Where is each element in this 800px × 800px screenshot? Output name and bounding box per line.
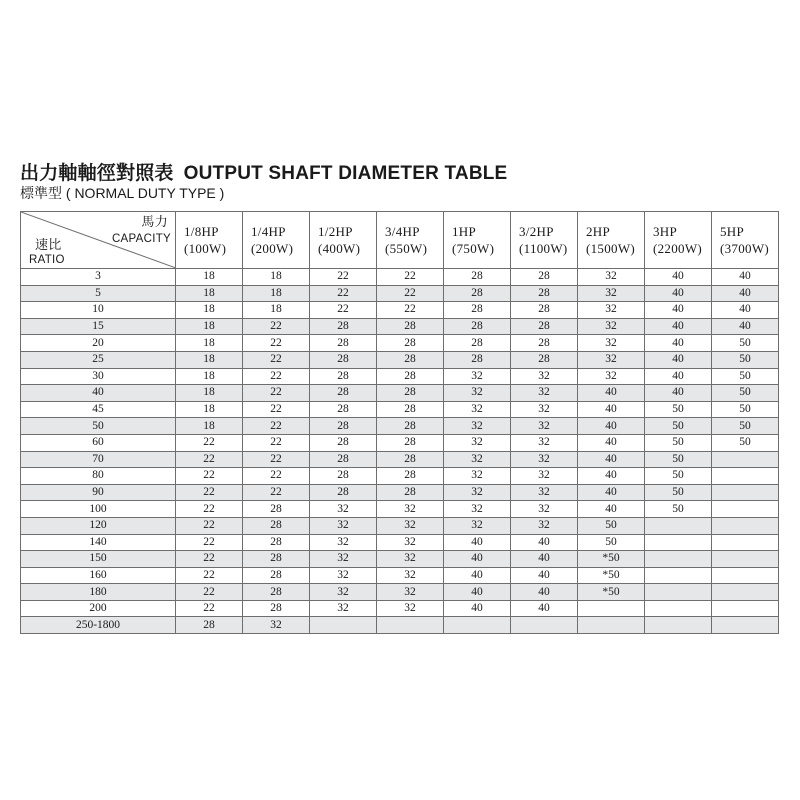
table-row <box>21 451 779 468</box>
diameter-cell: 50 <box>645 401 712 418</box>
column-hp-label: 1/8HP <box>184 224 219 239</box>
table-row <box>21 617 779 634</box>
diameter-cell: 28 <box>377 318 444 335</box>
diameter-cell: 28 <box>511 318 578 335</box>
table-row <box>21 269 779 286</box>
ratio-cell: 100 <box>21 501 176 518</box>
diameter-cell: 18 <box>176 385 243 402</box>
table-row <box>21 600 779 617</box>
diameter-cell: 32 <box>310 551 377 568</box>
diameter-cell: 28 <box>444 351 511 368</box>
page-subtitle: 標準型 ( NORMAL DUTY TYPE ) <box>20 185 225 201</box>
ratio-cell: 90 <box>21 484 176 501</box>
diameter-cell: 40 <box>511 534 578 551</box>
ratio-cell: 50 <box>21 418 176 435</box>
diameter-cell: 50 <box>578 517 645 534</box>
diameter-cell: 50 <box>712 434 779 451</box>
ratio-cell: 150 <box>21 551 176 568</box>
diameter-cell: 28 <box>310 351 377 368</box>
diameter-cell: 32 <box>578 368 645 385</box>
table-row <box>21 285 779 302</box>
diameter-cell: 22 <box>243 451 310 468</box>
column-hp-label: 5HP <box>720 224 745 239</box>
diameter-cell: 28 <box>377 401 444 418</box>
diameter-cell: 28 <box>377 351 444 368</box>
diameter-cell: 32 <box>511 401 578 418</box>
diameter-cell: 28 <box>377 335 444 352</box>
diameter-cell <box>645 600 712 617</box>
diameter-cell <box>377 617 444 634</box>
diameter-cell <box>712 451 779 468</box>
ratio-cell: 15 <box>21 318 176 335</box>
column-hp-label: 1HP <box>452 224 477 239</box>
diameter-cell: 50 <box>645 418 712 435</box>
diameter-cell: 40 <box>578 385 645 402</box>
column-header <box>712 212 779 269</box>
table-row <box>21 302 779 319</box>
column-hp-label: 3/4HP <box>385 224 420 239</box>
table-row <box>21 401 779 418</box>
ratio-cell: 80 <box>21 468 176 485</box>
diameter-cell <box>645 517 712 534</box>
diameter-cell: 40 <box>578 451 645 468</box>
diameter-cell: 22 <box>243 368 310 385</box>
diameter-cell: 18 <box>176 302 243 319</box>
diameter-cell <box>578 617 645 634</box>
diameter-cell: 32 <box>511 418 578 435</box>
diameter-cell <box>645 551 712 568</box>
column-header <box>578 212 645 269</box>
diameter-cell: 28 <box>243 534 310 551</box>
diameter-cell: 28 <box>511 285 578 302</box>
diameter-cell <box>645 567 712 584</box>
diameter-cell: 18 <box>176 318 243 335</box>
diameter-cell: 28 <box>310 484 377 501</box>
table-row <box>21 501 779 518</box>
ratio-cell: 3 <box>21 269 176 286</box>
diameter-cell: 28 <box>243 567 310 584</box>
diameter-cell: 32 <box>511 451 578 468</box>
diameter-cell: 32 <box>310 584 377 601</box>
ratio-cell: 60 <box>21 434 176 451</box>
table-row <box>21 468 779 485</box>
diameter-cell: 40 <box>712 285 779 302</box>
ratio-cell: 25 <box>21 351 176 368</box>
diameter-cell: 32 <box>444 368 511 385</box>
column-watt-label: (750W) <box>452 241 495 256</box>
diameter-cell: 28 <box>377 468 444 485</box>
diameter-cell: 28 <box>310 418 377 435</box>
diameter-cell: 18 <box>176 418 243 435</box>
diameter-cell: 22 <box>243 468 310 485</box>
diameter-cell: 22 <box>243 418 310 435</box>
diameter-cell: 28 <box>444 269 511 286</box>
ratio-cell: 160 <box>21 567 176 584</box>
diameter-cell: 28 <box>377 484 444 501</box>
diameter-cell <box>712 617 779 634</box>
header-row <box>21 212 779 269</box>
diameter-cell: 40 <box>511 567 578 584</box>
diameter-cell: 32 <box>511 468 578 485</box>
diameter-cell: 40 <box>712 302 779 319</box>
diameter-cell: 22 <box>176 534 243 551</box>
diameter-cell: 50 <box>712 385 779 402</box>
diameter-cell: 32 <box>511 484 578 501</box>
diameter-cell <box>310 617 377 634</box>
diameter-cell: 18 <box>243 285 310 302</box>
diameter-cell: 32 <box>377 567 444 584</box>
diameter-cell: 28 <box>243 501 310 518</box>
ratio-cell: 45 <box>21 401 176 418</box>
ratio-cell: 20 <box>21 335 176 352</box>
title-zh: 出力軸軸徑對照表 <box>20 163 174 184</box>
diameter-cell: 32 <box>243 617 310 634</box>
diameter-cell: 28 <box>444 285 511 302</box>
diameter-cell: 28 <box>310 451 377 468</box>
diameter-cell: 28 <box>377 451 444 468</box>
table-body <box>21 269 779 634</box>
diameter-cell <box>712 551 779 568</box>
diameter-cell: 32 <box>377 600 444 617</box>
diameter-cell: 40 <box>712 318 779 335</box>
diameter-cell: 32 <box>511 517 578 534</box>
diameter-cell: 50 <box>712 418 779 435</box>
diameter-cell: 28 <box>243 584 310 601</box>
diameter-cell: 18 <box>176 368 243 385</box>
ratio-cell: 120 <box>21 517 176 534</box>
diameter-cell: 22 <box>377 269 444 286</box>
title-en: OUTPUT SHAFT DIAMETER TABLE <box>183 163 508 184</box>
column-header <box>176 212 243 269</box>
diameter-cell: 22 <box>176 484 243 501</box>
diameter-cell: 28 <box>377 368 444 385</box>
diameter-cell: 28 <box>310 335 377 352</box>
diameter-cell: 28 <box>310 368 377 385</box>
page-title <box>20 158 507 185</box>
diameter-cell: 32 <box>310 534 377 551</box>
diameter-cell: 32 <box>511 501 578 518</box>
diameter-cell: 32 <box>578 302 645 319</box>
diameter-cell <box>712 534 779 551</box>
column-header <box>310 212 377 269</box>
ratio-cell: 40 <box>21 385 176 402</box>
diameter-cell <box>645 617 712 634</box>
diameter-cell: 22 <box>243 401 310 418</box>
column-watt-label: (1500W) <box>586 241 636 256</box>
diameter-cell: 32 <box>444 418 511 435</box>
diameter-cell: 28 <box>377 385 444 402</box>
diameter-cell: 50 <box>712 351 779 368</box>
column-header <box>511 212 578 269</box>
diameter-cell: 32 <box>310 517 377 534</box>
diameter-cell: 28 <box>511 302 578 319</box>
diameter-cell: 22 <box>243 385 310 402</box>
ratio-cell: 250-1800 <box>21 617 176 634</box>
column-watt-label: (550W) <box>385 241 428 256</box>
diameter-cell: 28 <box>444 302 511 319</box>
diameter-cell: 28 <box>511 335 578 352</box>
diameter-cell: 40 <box>712 269 779 286</box>
column-watt-label: (1100W) <box>519 241 568 256</box>
column-hp-label: 1/4HP <box>251 224 286 239</box>
diameter-cell: 28 <box>511 351 578 368</box>
column-hp-label: 3HP <box>653 224 678 239</box>
diameter-cell: 18 <box>176 285 243 302</box>
diameter-cell: 32 <box>377 501 444 518</box>
diameter-cell: 32 <box>444 401 511 418</box>
ratio-label-en: RATIO <box>29 254 65 266</box>
diameter-cell: 40 <box>645 269 712 286</box>
diameter-cell: 22 <box>310 285 377 302</box>
table-row <box>21 434 779 451</box>
column-hp-label: 2HP <box>586 224 611 239</box>
diameter-cell: 32 <box>511 434 578 451</box>
diameter-cell: 28 <box>377 418 444 435</box>
diameter-cell: 22 <box>176 551 243 568</box>
capacity-label-zh: 馬力 <box>141 215 168 230</box>
diameter-cell: 50 <box>712 401 779 418</box>
diameter-cell: 22 <box>243 335 310 352</box>
diameter-cell: 32 <box>310 600 377 617</box>
diameter-cell: 32 <box>578 285 645 302</box>
corner-header-cell <box>21 212 176 269</box>
diameter-cell <box>712 484 779 501</box>
ratio-cell: 30 <box>21 368 176 385</box>
ratio-cell: 200 <box>21 600 176 617</box>
diameter-cell: 22 <box>243 351 310 368</box>
column-header <box>645 212 712 269</box>
column-hp-label: 1/2HP <box>318 224 353 239</box>
diameter-cell: 40 <box>645 351 712 368</box>
diameter-cell: 40 <box>578 401 645 418</box>
ratio-cell: 10 <box>21 302 176 319</box>
diameter-cell: 40 <box>444 534 511 551</box>
diameter-cell: 28 <box>377 434 444 451</box>
diameter-cell: 28 <box>243 517 310 534</box>
diameter-cell <box>578 600 645 617</box>
diameter-cell: 22 <box>377 285 444 302</box>
diameter-cell: 22 <box>243 484 310 501</box>
diameter-cell: 50 <box>645 484 712 501</box>
diameter-cell: 32 <box>310 501 377 518</box>
diameter-cell <box>511 617 578 634</box>
diameter-cell: 32 <box>444 385 511 402</box>
diameter-cell: 50 <box>712 368 779 385</box>
diameter-cell: 40 <box>578 434 645 451</box>
table-row <box>21 418 779 435</box>
diameter-cell: 28 <box>310 401 377 418</box>
diameter-cell: 40 <box>645 285 712 302</box>
diameter-cell: 22 <box>176 584 243 601</box>
diameter-cell: 40 <box>645 335 712 352</box>
diameter-cell <box>712 584 779 601</box>
diameter-cell: 22 <box>176 434 243 451</box>
column-header <box>243 212 310 269</box>
column-watt-label: (200W) <box>251 241 294 256</box>
diameter-cell: 32 <box>444 434 511 451</box>
table-row <box>21 584 779 601</box>
table-row <box>21 567 779 584</box>
diameter-cell <box>712 501 779 518</box>
diameter-cell <box>645 584 712 601</box>
diameter-cell: 40 <box>511 584 578 601</box>
diameter-cell: 28 <box>176 617 243 634</box>
diameter-cell: 22 <box>176 501 243 518</box>
diameter-cell: 40 <box>645 318 712 335</box>
diameter-cell: 32 <box>578 335 645 352</box>
diameter-cell: 22 <box>176 451 243 468</box>
column-watt-label: (2200W) <box>653 241 703 256</box>
diameter-cell: 32 <box>578 351 645 368</box>
diameter-cell: 50 <box>578 534 645 551</box>
table-row <box>21 385 779 402</box>
ratio-cell: 180 <box>21 584 176 601</box>
diameter-cell: 32 <box>444 484 511 501</box>
diameter-cell <box>712 567 779 584</box>
diameter-cell: 32 <box>578 269 645 286</box>
diameter-cell <box>712 517 779 534</box>
diameter-cell: 32 <box>310 567 377 584</box>
diameter-cell: 40 <box>444 584 511 601</box>
ratio-cell: 70 <box>21 451 176 468</box>
diameter-cell: 18 <box>243 269 310 286</box>
diameter-cell: 32 <box>377 534 444 551</box>
diameter-cell: 50 <box>645 468 712 485</box>
diameter-cell: 32 <box>444 501 511 518</box>
diameter-cell: *50 <box>578 567 645 584</box>
diameter-cell: 28 <box>243 551 310 568</box>
column-hp-label: 3/2HP <box>519 224 554 239</box>
column-header <box>444 212 511 269</box>
capacity-label-en: CAPACITY <box>111 233 171 245</box>
diameter-cell: 40 <box>578 484 645 501</box>
diameter-cell: 40 <box>444 600 511 617</box>
diameter-cell: 50 <box>645 501 712 518</box>
diameter-cell: 40 <box>511 551 578 568</box>
diameter-cell: 40 <box>645 368 712 385</box>
diameter-cell: 50 <box>712 335 779 352</box>
diameter-cell <box>645 534 712 551</box>
diameter-cell: 22 <box>310 302 377 319</box>
diameter-cell: 18 <box>176 401 243 418</box>
diameter-cell: 40 <box>645 302 712 319</box>
table-row <box>21 318 779 335</box>
shaft-diameter-table <box>20 211 779 634</box>
diameter-cell: 28 <box>310 434 377 451</box>
diameter-cell: 28 <box>243 600 310 617</box>
diameter-cell: 32 <box>444 451 511 468</box>
diameter-cell: 22 <box>310 269 377 286</box>
diameter-cell: 40 <box>578 418 645 435</box>
diameter-cell <box>712 468 779 485</box>
column-watt-label: (3700W) <box>720 241 770 256</box>
table-row <box>21 534 779 551</box>
diameter-cell: 32 <box>444 517 511 534</box>
diameter-cell: 32 <box>377 551 444 568</box>
diameter-cell: 40 <box>511 600 578 617</box>
table-row <box>21 517 779 534</box>
diameter-cell <box>444 617 511 634</box>
diameter-cell: 32 <box>377 584 444 601</box>
diameter-cell: 22 <box>176 600 243 617</box>
diameter-cell: 50 <box>645 434 712 451</box>
table-row <box>21 351 779 368</box>
diameter-cell: 28 <box>310 385 377 402</box>
diameter-cell: 22 <box>243 318 310 335</box>
diameter-cell: 22 <box>176 468 243 485</box>
diameter-cell: 40 <box>578 501 645 518</box>
ratio-cell: 5 <box>21 285 176 302</box>
column-watt-label: (100W) <box>184 241 227 256</box>
diameter-cell: 18 <box>176 335 243 352</box>
diameter-cell: 32 <box>444 468 511 485</box>
diameter-cell: *50 <box>578 551 645 568</box>
diameter-cell <box>712 600 779 617</box>
diameter-cell: 28 <box>310 468 377 485</box>
diameter-cell: *50 <box>578 584 645 601</box>
diameter-cell: 22 <box>243 434 310 451</box>
ratio-cell: 140 <box>21 534 176 551</box>
diameter-cell: 18 <box>243 302 310 319</box>
diameter-cell: 40 <box>444 567 511 584</box>
table-row <box>21 551 779 568</box>
diameter-cell: 40 <box>578 468 645 485</box>
diameter-cell: 28 <box>444 318 511 335</box>
diameter-cell: 22 <box>377 302 444 319</box>
diameter-cell: 32 <box>511 368 578 385</box>
table-row <box>21 484 779 501</box>
diameter-cell: 22 <box>176 567 243 584</box>
diameter-cell: 22 <box>176 517 243 534</box>
ratio-label-zh: 速比 <box>35 238 62 253</box>
diameter-cell: 32 <box>578 318 645 335</box>
diameter-cell: 40 <box>444 551 511 568</box>
column-watt-label: (400W) <box>318 241 361 256</box>
column-header <box>377 212 444 269</box>
diameter-cell: 50 <box>645 451 712 468</box>
diameter-cell: 28 <box>444 335 511 352</box>
diameter-cell: 28 <box>511 269 578 286</box>
table-row <box>21 335 779 352</box>
diameter-cell: 18 <box>176 269 243 286</box>
diameter-cell: 40 <box>645 385 712 402</box>
diameter-cell: 18 <box>176 351 243 368</box>
diameter-cell: 32 <box>511 385 578 402</box>
diameter-cell: 28 <box>310 318 377 335</box>
table-row <box>21 368 779 385</box>
diameter-cell: 32 <box>377 517 444 534</box>
